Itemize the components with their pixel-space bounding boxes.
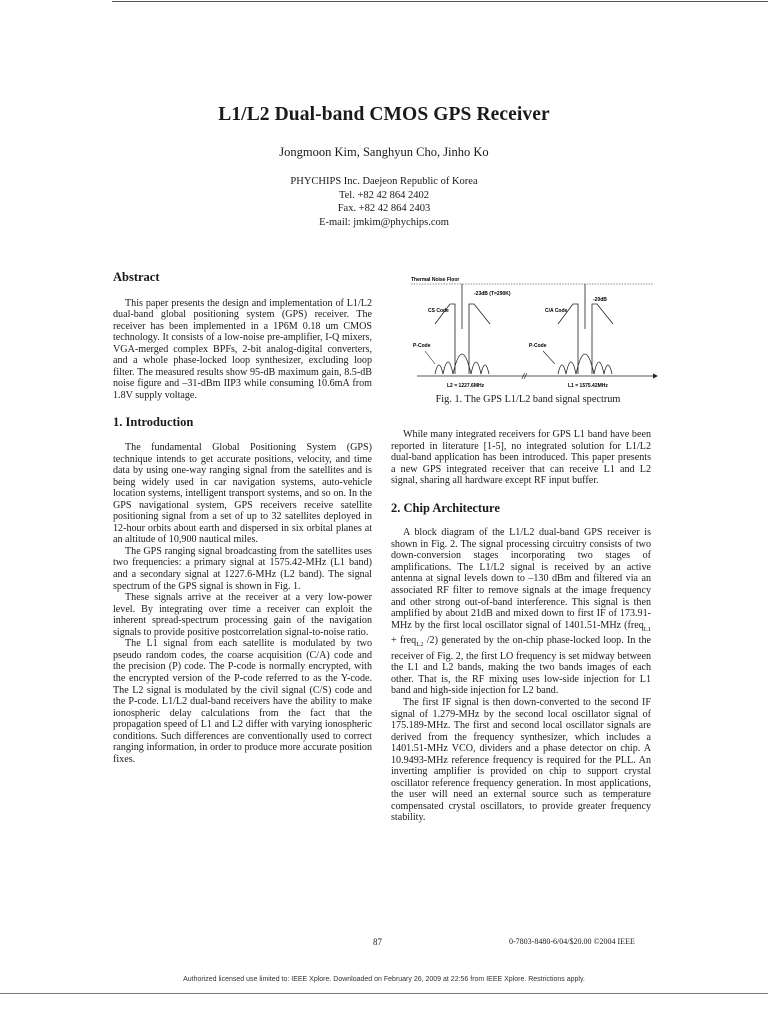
abstract-text: This paper presents the design and implementation of L1/L2 dual-band global positioning system (GPS) receiver. The receiver has been implemented in a 1P6M 0.18 um CMOS technology. It consists of a low-noise pre-amplifier, I-Q mixers, VGA-merged complex BPFs, 2-bit analog-digital converters, and a whole phase-locked loop synthesizer, excluding loop filter. The measured results show 95-dB maximum gain, 8.5-dB noise figure and –31-dBm IIP3 while consuming 10.6mA from 1.8V supply voltage. (113, 297, 372, 401)
intro-paragraph-4: The L1 signal from each satellite is modulated by two pseudo random codes, the coarse acquisition (C/A) code and the precision (P) code. The P-code is normally encrypted, with the encrypted version of the P-code referred to as the Y-code. The L2 signal is modulated by the civil signal (C/S) code and the P-code. L1/L2 dual-band receivers have the ability to make ionospheric delay calculations from the fact that the propagation speed of L1 and L2 differ with varying ionospheric conditions. Such differences are conventionally used to correct ranging information, in order to produce more accurate position fixes. (113, 638, 372, 765)
cs-code-envelope-right (469, 304, 490, 374)
figure-1-caption: Fig. 1. The GPS L1/L2 band signal spectrum (435, 394, 621, 405)
level-left-label: -23dB (T=290K) (474, 291, 511, 297)
cs-code-label: CS Code (428, 308, 449, 314)
chip-architecture-heading: 2. Chip Architecture (391, 500, 500, 515)
affiliation-fax: Fax. +82 42 864 2403 (337, 203, 431, 214)
left-column (113, 272, 372, 765)
affiliation-tel: Tel. +82 42 864 2402 (338, 189, 430, 201)
p-code-lobes-right (558, 354, 612, 374)
right-intro-paragraph: While many integrated receivers for GPS L1 band have been reported in literature [1-5], no integrated solution for L1/L2 dual-band application has been introduced. This paper presents a new GPS integrated receiver that can receive L1 and L2 signal, sharing all hardware except RF input buffer. (391, 429, 651, 487)
authorized-use-notice: Authorized licensed use limited to: IEEE Xplore. Downloaded on February 26, 2009 at 22:56 from IEEE Xplore. Restrictions apply. (183, 976, 585, 983)
bottom-rule (0, 993, 768, 994)
axis-break-mark: // (522, 372, 527, 381)
l2-frequency-label: L2 = 1227.6MHz (447, 383, 485, 389)
paper-authors: Jongmoon Kim, Sanghyun Cho, Jinho Ko (279, 145, 489, 159)
p-code-right-label: P-Code (529, 343, 547, 349)
affiliation-block (0, 175, 768, 229)
intro-paragraph-2: The GPS ranging signal broadcasting from the satellites uses two frequencies: a primary signal at 1575.42-MHz (L1 band) and a secondary signal at 1227.6-MHz (L2 band). The signal spectrum of the GPS signal is shown in Fig. 1. (113, 545, 372, 592)
l1-frequency-label: L1 = 1575.42MHz (568, 383, 608, 389)
page-number: 87 (373, 937, 382, 947)
frequency-axis-arrowhead (653, 374, 658, 379)
level-right-label: -20dB (593, 297, 607, 303)
abstract-heading: Abstract (113, 270, 160, 284)
ca-code-envelope-right (592, 304, 613, 374)
architecture-paragraph-2: The first IF signal is then down-converted to the second IF signal of 1.279-MHz by the second local oscillator signal of 175.189-MHz. The first and second local oscillator signals are derived from the frequency synthesizer, which includes a 1401.51-MHz VCO, dividers and a phase detector on chip. A 10.9493-MHz reference frequency is required for the PLL. An inverting amplifier is provided on chip to support crystal oscillator reference frequency generation. In most applications, the user will need an external source such as temperature compensated crystal oscillators, to provide greater frequency stability. (391, 696, 651, 824)
ca-code-envelope-left (558, 304, 578, 374)
p-code-lobes-left (435, 354, 489, 374)
top-rule (112, 1, 768, 2)
affiliation-email: E-mail: jmkim@phychips.com (319, 216, 449, 228)
affiliation-org: PHYCHIPS Inc. Daejeon Republic of Korea (290, 176, 478, 187)
architecture-paragraph-1: A block diagram of the L1/L2 dual-band GPS receiver is shown in Fig. 2. The signal processing circuitry consists of two down-conversion stages incorporating two stages of amplifications. The L1/L2 signal is received by an active antenna at signal levels down to –130 dBm and filtered via an associated RF filter to remove signals at the image frequency and other strong out-of-band interference. This signal is then amplified by about 21dB and mixed down to first IF of 173.91-MHz by the first local oscillator signal of 1401.51-MHz (freq$_{L1}$ + freq$_{L2}$ /2) generated by the on-chip phase-locked loop. In the receiver of Fig. 2, the first LO frequency is set midway between the L1 and L2 bands, making the two bands images of each other. That is, the RF mixing uses low-side injection for L1 band and high-side injection for L2 band. (391, 527, 651, 697)
figure-1-spectrum (395, 274, 660, 396)
introduction-heading: 1. Introduction (113, 415, 194, 430)
paper-title: L1/L2 Dual-band CMOS GPS Receiver (218, 104, 550, 125)
intro-paragraph-3: These signals arrive at the receiver at a very low-power level. By integrating over time a receiver can exploit the inherent spread-spectrum processing gain of the navigation signals to provide positive postcorrelation signal-to-noise ratio. (113, 592, 372, 638)
p-code-left-pointer (425, 351, 435, 364)
noise-floor-label: Thermal Noise Floor (411, 277, 460, 283)
intro-paragraph-1: The fundamental Global Positioning System (GPS) technique intends to get accurate positions, velocity, and time data by using one-way ranging signal from the satellites and is being widely used in car navigation systems, auto-vehicle location systems, intelligent transport systems, and so on. In the GPS navigational system, GPS receivers receive satellite positioning signal from a set of up to 32 satellites deployed in 12-hour orbits about earth and dispersed in six orbital planes at an altitude of 10,900 nautical miles. (113, 442, 372, 546)
cs-code-envelope-left (435, 304, 455, 374)
ieee-copyright: 0-7803-8480-6/04/$20.00 ©2004 IEEE (509, 937, 635, 946)
p-code-left-label: P-Code (413, 343, 431, 349)
right-column (391, 429, 651, 824)
ca-code-label: C/A Code (545, 308, 568, 314)
p-code-right-pointer (543, 351, 555, 364)
